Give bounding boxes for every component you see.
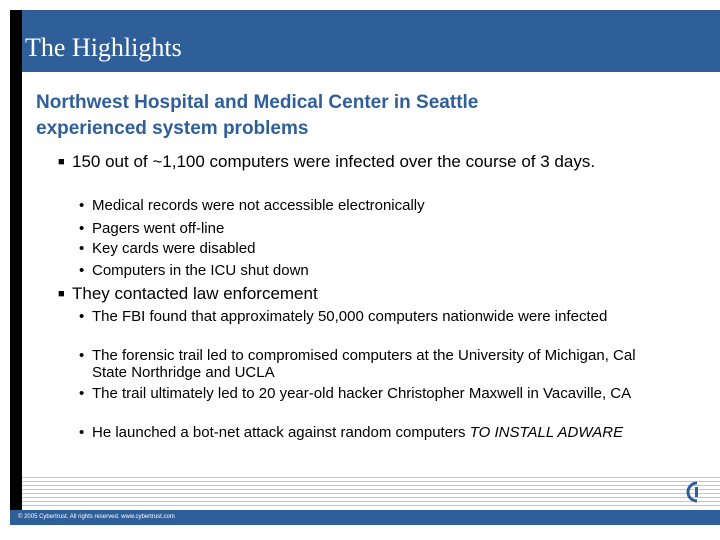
sub-bullet-1-2 [77, 220, 637, 237]
sub-bullet-2-4 [77, 424, 647, 441]
sub-bullet-text: Key cards were disabled [92, 240, 256, 257]
dot-bullet-icon: • [79, 262, 85, 279]
sub-bullet-text: Computers in the ICU shut down [92, 262, 309, 279]
heading-line-2: experienced system problems [36, 118, 309, 139]
bullet-2 [58, 284, 658, 304]
bullet-1-text: 150 out of ~1,100 computers were infected over the course of 3 days. [72, 152, 596, 171]
title-band [22, 10, 720, 72]
sub-bullet-2-3 [77, 385, 647, 402]
cybertrust-logo-icon [680, 480, 706, 504]
heading-line-1: Northwest Hospital and Medical Center in Seattle [36, 92, 479, 113]
bullet-2-text: They contacted law enforcement [72, 284, 318, 303]
dot-bullet-icon: • [79, 197, 85, 214]
sub-bullet-1-1 [77, 197, 637, 214]
dot-bullet-icon: • [79, 308, 85, 325]
sub-bullet-text: The trail ultimately led to 20 year-old hacker Christopher Maxwell in Vacaville, CA [92, 385, 632, 402]
slide-title: The Highlights [25, 33, 182, 62]
dot-bullet-icon: • [79, 347, 85, 364]
dot-bullet-icon: • [79, 240, 85, 257]
sub-bullet-text: He launched a bot-net attack against random computers [92, 424, 470, 441]
bullet-1 [58, 152, 658, 172]
dot-bullet-icon: • [79, 220, 85, 237]
sub-bullet-text: The FBI found that approximately 50,000 computers nationwide were infected [92, 308, 608, 325]
copyright-text: © 2005 Cybertrust. All rights reserved. www.cybertrust.com [18, 514, 175, 520]
footer-stripes [22, 474, 720, 506]
sub-bullet-1-4 [77, 262, 637, 279]
slide-heading [36, 90, 656, 142]
sub-bullet-2-2 [77, 347, 647, 381]
square-bullet-icon: ■ [58, 288, 65, 300]
slide-content [22, 72, 720, 472]
left-edge-bar [10, 10, 22, 525]
sub-bullet-2-1 [77, 308, 647, 325]
sub-bullet-text: Pagers went off-line [92, 220, 225, 237]
dot-bullet-icon: • [79, 424, 85, 441]
square-bullet-icon: ■ [58, 156, 65, 168]
sub-bullet-text: Medical records were not accessible electronically [92, 197, 425, 214]
dot-bullet-icon: • [79, 385, 85, 402]
sub-bullet-text: The forensic trail led to compromised computers at the University of Michigan, Cal State Northridge and UCLA [92, 347, 636, 381]
footer-bar [10, 510, 720, 525]
sub-bullet-emphasis: TO INSTALL ADWARE [469, 424, 624, 441]
sub-bullet-1-3 [77, 240, 637, 257]
